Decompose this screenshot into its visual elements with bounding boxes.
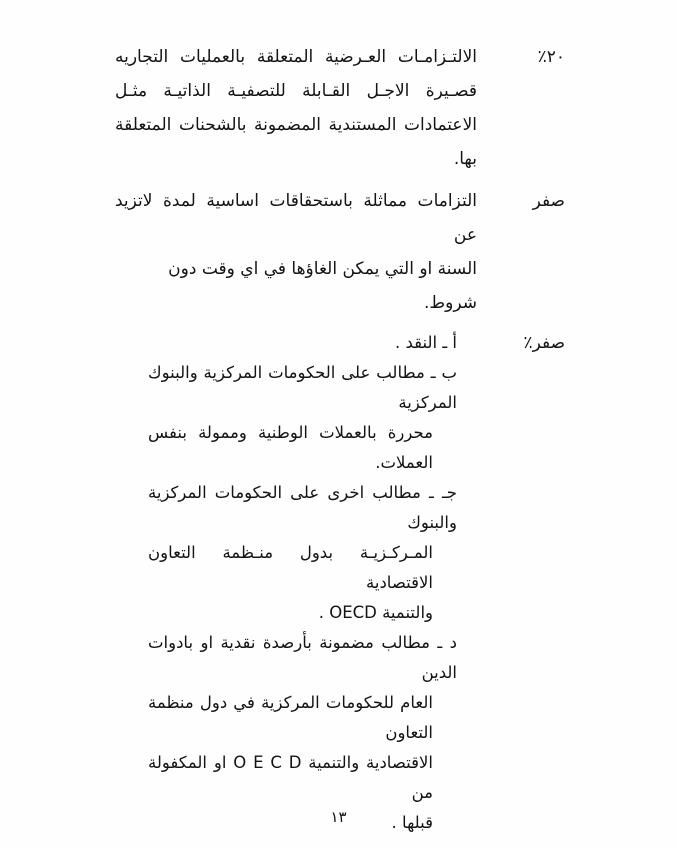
text-line xyxy=(148,628,457,688)
item-text: مطالب على الحكومات المركزية والبنوك المركزية xyxy=(148,363,457,412)
description-cell xyxy=(115,184,477,320)
text-line: والتنمية OECD . xyxy=(318,603,433,622)
item-marker: د ـ xyxy=(437,633,457,652)
text-line: العملات. xyxy=(375,453,433,472)
description-cell xyxy=(115,328,477,838)
text-line: العام للحكومات المركزية في دول منظمة التعاون xyxy=(148,693,433,742)
item-text: مطالب اخرى على الحكومات المركزية والبنوك xyxy=(148,483,457,532)
text-line: السنة او التي يمكن الغاؤها في اي وقت دون شروط. xyxy=(168,259,477,313)
list-item xyxy=(148,628,457,838)
text-line xyxy=(148,358,457,418)
text-line: الاعتمادات المستندية المضمونة بالشحنات المتعلقة xyxy=(115,115,477,135)
item-marker: ب ـ xyxy=(430,363,457,382)
list-item xyxy=(148,478,457,628)
text-line: محررة بالعملات الوطنية وممولة بنفس xyxy=(148,423,433,442)
text-line: بها. xyxy=(453,149,477,169)
rate-value: صفر xyxy=(532,191,565,211)
text-line: الالتـزامـات العـرضية المتعلقة بالعمليات التجاريه xyxy=(115,47,477,67)
text-line xyxy=(148,478,457,538)
text-line: المـركـزيـة بدول منـظمة التعاون الاقتصادية xyxy=(148,543,433,592)
list-item xyxy=(148,358,457,478)
description-cell xyxy=(115,40,477,176)
rate-value: صفر٪ xyxy=(523,333,565,353)
list-item xyxy=(148,328,457,358)
text-line xyxy=(148,328,457,358)
item-text: مطالب مضمونة بأرصدة نقدية او بادوات الدين xyxy=(148,633,457,682)
table-row xyxy=(100,40,565,176)
text-line: التزامات مماثلة باستحقاقات اساسية لمدة لاتزيد عن xyxy=(115,191,477,245)
text-line: قصـيرة الاجـل القـابلة للتصفيـة الذاتيـة مثـل xyxy=(115,81,477,101)
item-marker: جـ ـ xyxy=(429,483,457,502)
text-line: الاقتصادية والتنمية O E C D او المكفولة من xyxy=(148,753,433,802)
text-line: قبلها . xyxy=(391,813,433,832)
item-text: النقد . xyxy=(394,333,438,352)
rate-value: ٢٠٪ xyxy=(537,47,565,67)
page-number: ١٣ xyxy=(330,808,347,826)
table-row xyxy=(100,328,565,838)
item-marker: أ ـ xyxy=(442,333,457,352)
table-row xyxy=(100,184,565,320)
